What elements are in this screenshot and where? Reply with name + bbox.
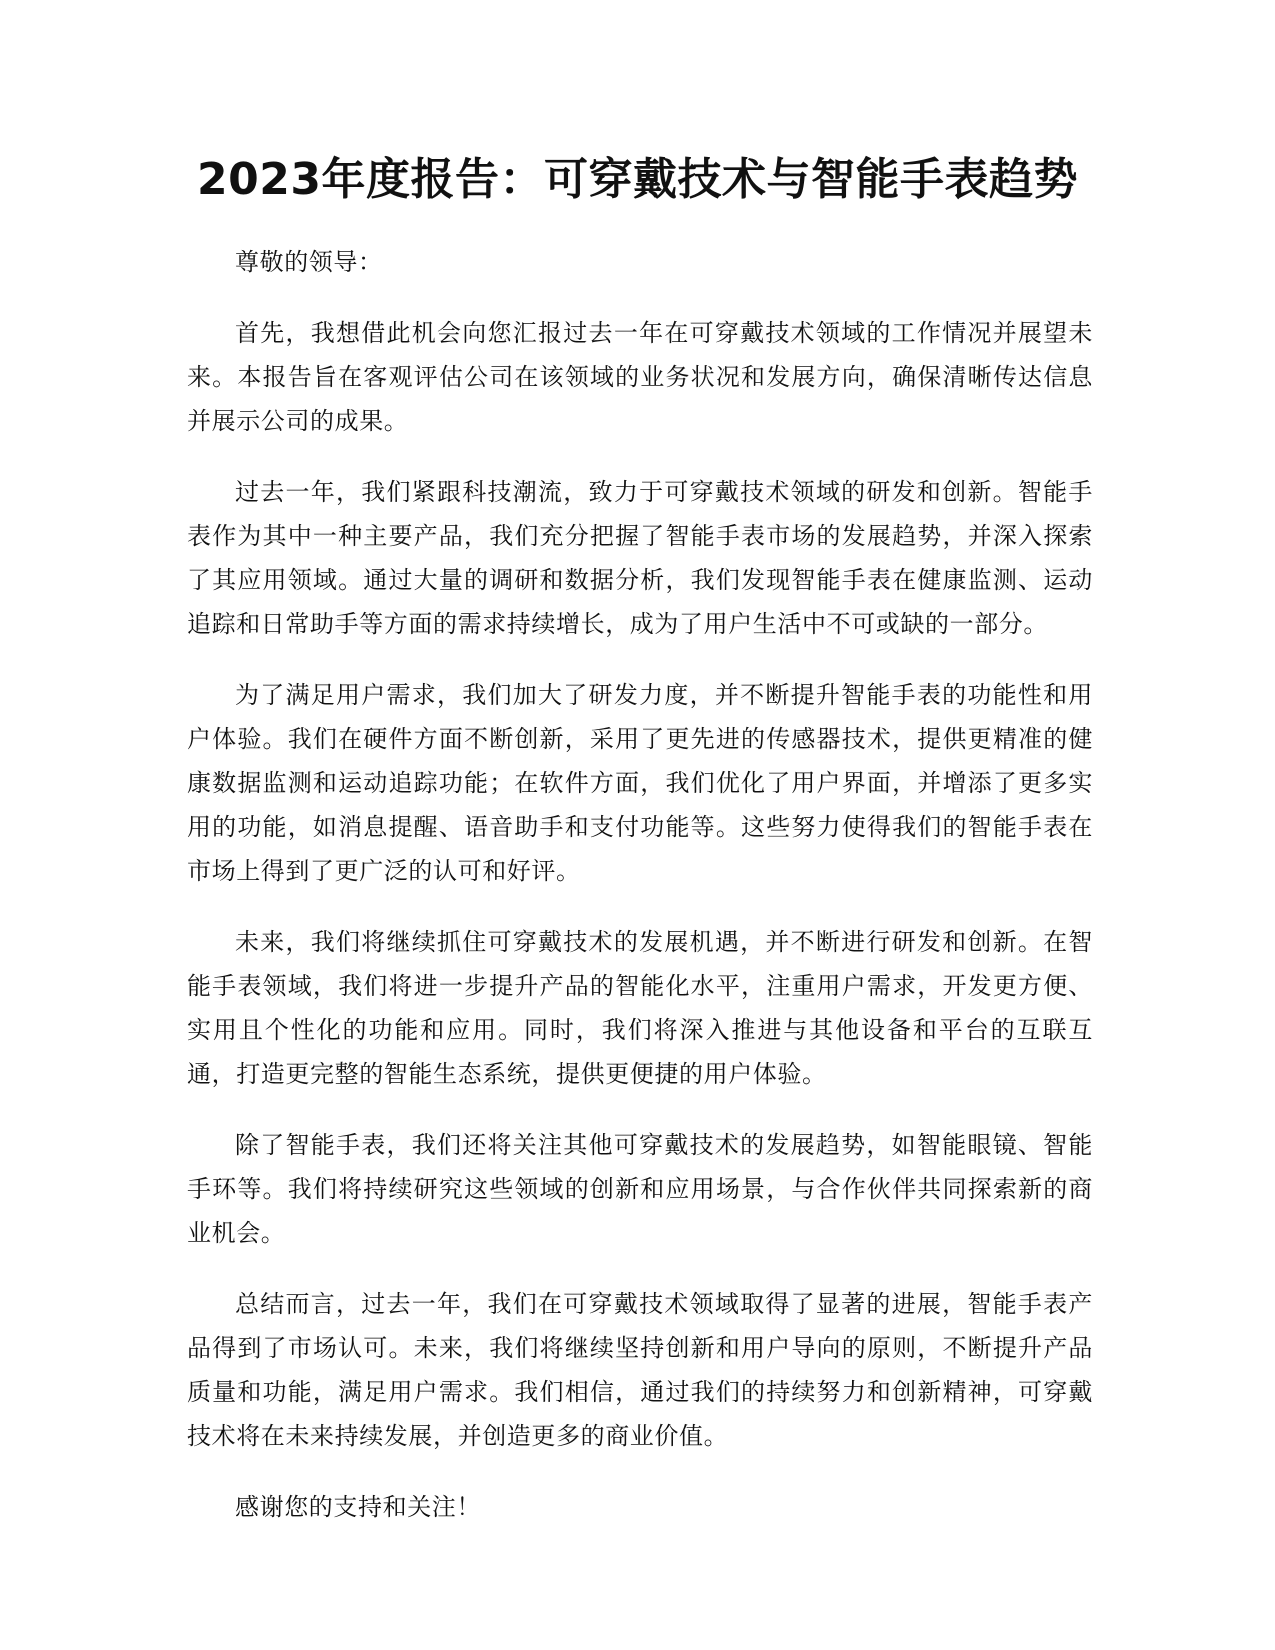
paragraph-future-plans: 未来，我们将继续抓住可穿戴技术的发展机遇，并不断进行研发和创新。在智能手表领域，我们将进一步提升产品的智能化水平，注重用户需求，开发更方便、实用且个性化的功能和应用。同时，我们将深入推进与其他设备和平台的互联互通，打造更完整的智能生态系统，提供更便捷的用户体验。: [187, 928, 1093, 1088]
closing-thanks: 感谢您的支持和关注！: [235, 1493, 481, 1521]
document-title: 2023年度报告：可穿戴技术与智能手表趋势: [197, 154, 1078, 205]
paragraph-past-year: 过去一年，我们紧跟科技潮流，致力于可穿戴技术领域的研发和创新。智能手表作为其中一种主要产品，我们充分把握了智能手表市场的发展趋势，并深入探索了其应用领域。通过大量的调研和数据分析，我们发现智能手表在健康监测、运动追踪和日常助手等方面的需求持续增长，成为了用户生活中不可或缺的一部分。: [187, 478, 1093, 638]
paragraph-introduction: 首先，我想借此机会向您汇报过去一年在可穿戴技术领域的工作情况并展望未来。本报告旨在客观评估公司在该领域的业务状况和发展方向，确保清晰传达信息并展示公司的成果。: [187, 319, 1093, 435]
paragraph-rnd-efforts: 为了满足用户需求，我们加大了研发力度，并不断提升智能手表的功能性和用户体验。我们在硬件方面不断创新，采用了更先进的传感器技术，提供更精准的健康数据监测和运动追踪功能；在软件方面，我们优化了用户界面，并增添了更多实用的功能，如消息提醒、语音助手和支付功能等。这些努力使得我们的智能手表在市场上得到了更广泛的认可和好评。: [187, 681, 1093, 885]
paragraph-summary: 总结而言，过去一年，我们在可穿戴技术领域取得了显著的进展，智能手表产品得到了市场认可。未来，我们将继续坚持创新和用户导向的原则，不断提升产品质量和功能，满足用户需求。我们相信，通过我们的持续努力和创新精神，可穿戴技术将在未来持续发展，并创造更多的商业价值。: [187, 1290, 1093, 1450]
salutation: 尊敬的领导：: [235, 248, 383, 276]
document-body: [187, 240, 1093, 1529]
paragraph-other-wearables: 除了智能手表，我们还将关注其他可穿戴技术的发展趋势，如智能眼镜、智能手环等。我们将持续研究这些领域的创新和应用场景，与合作伙伴共同探索新的商业机会。: [187, 1131, 1093, 1247]
